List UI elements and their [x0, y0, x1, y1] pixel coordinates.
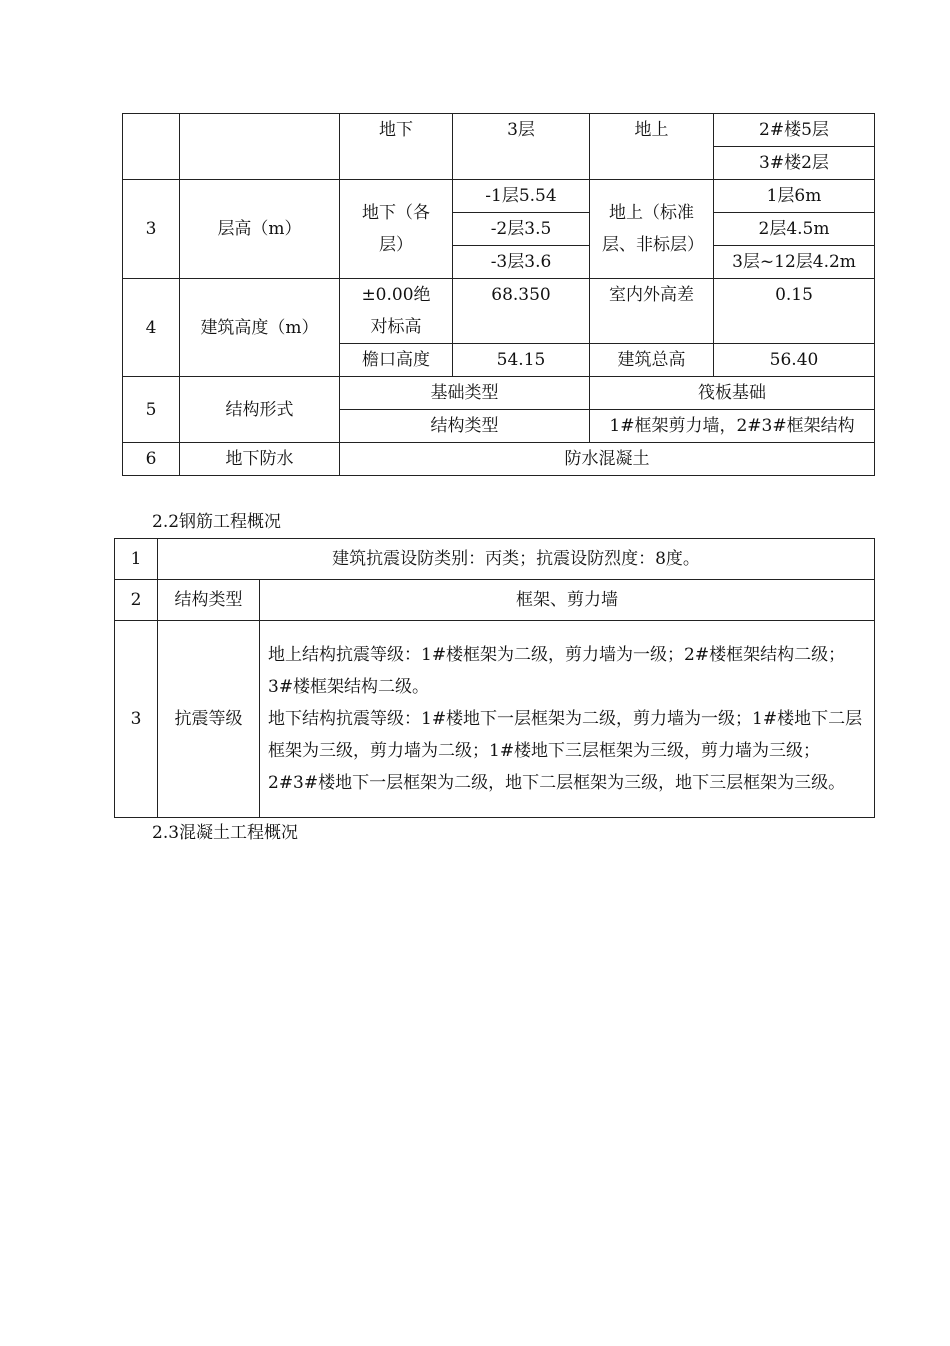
floor-height-under-label: 地下（各层） — [340, 180, 453, 279]
waterproof-value: 防水混凝土 — [340, 443, 875, 476]
seismic-grade-details — [260, 621, 875, 818]
height-difference-label: 室内外高差 — [590, 279, 714, 344]
floors-above-label: 地上 — [590, 114, 714, 180]
seismic-category-text: 建筑抗震设防类别：丙类；抗震设防烈度：8度。 — [158, 539, 875, 580]
structure-type-label: 结构类型 — [340, 410, 590, 443]
row-number: 6 — [123, 443, 180, 476]
floor-height-above-value-2: 2层4.5m — [714, 213, 875, 246]
structure-type-label: 结构类型 — [158, 580, 260, 621]
above-ground-seismic-grade: 地上结构抗震等级：1#楼框架为二级，剪力墙为一级；2#楼框架结构二级；3#楼框架结构二级。 — [268, 645, 846, 697]
project-overview-table — [122, 113, 875, 476]
row-number: 2 — [115, 580, 158, 621]
floor-height-under-value-1: -1层5.54 — [453, 180, 590, 213]
seismic-grade-label: 抗震等级 — [158, 621, 260, 818]
floors-under-label: 地下 — [340, 114, 453, 180]
eaves-height-value: 54.15 — [453, 344, 590, 377]
section-heading-rebar: 2.2钢筋工程概况 — [152, 512, 282, 532]
floor-height-under-value-3: -3层3.6 — [453, 246, 590, 279]
structure-type-value: 框架、剪力墙 — [260, 580, 875, 621]
row-number: 3 — [115, 621, 158, 818]
foundation-type-label: 基础类型 — [340, 377, 590, 410]
structure-form-label: 结构形式 — [180, 377, 340, 443]
row-number: 5 — [123, 377, 180, 443]
total-height-label: 建筑总高 — [590, 344, 714, 377]
cell-empty — [123, 114, 180, 180]
floor-height-above-value-3: 3层~12层4.2m — [714, 246, 875, 279]
foundation-type-value: 筏板基础 — [590, 377, 875, 410]
row-number: 4 — [123, 279, 180, 377]
floors-under-value: 3层 — [453, 114, 590, 180]
rebar-overview-table — [114, 538, 875, 818]
cell-empty — [180, 114, 340, 180]
floors-above-value-2: 3#楼2层 — [714, 147, 875, 180]
row-number: 1 — [115, 539, 158, 580]
waterproof-label: 地下防水 — [180, 443, 340, 476]
floor-height-above-label: 地上（标准层、非标层） — [590, 180, 714, 279]
structure-type-value: 1#框架剪力墙，2#3#框架结构 — [590, 410, 875, 443]
section-heading-concrete: 2.3混凝土工程概况 — [152, 823, 299, 843]
underground-seismic-grade: 地下结构抗震等级：1#楼地下一层框架为二级，剪力墙为一级；1#楼地下二层框架为三级，剪力墙为二级；1#楼地下三层框架为三级，剪力墙为三级；2#3#楼地下一层框架为二级，地下二层框架为三级，地下三层框架为三级。 — [268, 709, 863, 793]
floors-above-value-1: 2#楼5层 — [714, 114, 875, 147]
absolute-elevation-label: ±0.00绝对标高 — [340, 279, 453, 344]
building-height-label: 建筑高度（m） — [180, 279, 340, 377]
floor-height-label: 层高（m） — [180, 180, 340, 279]
height-difference-value: 0.15 — [714, 279, 875, 344]
eaves-height-label: 檐口高度 — [340, 344, 453, 377]
floor-height-above-value-1: 1层6m — [714, 180, 875, 213]
absolute-elevation-value: 68.350 — [453, 279, 590, 344]
floor-height-under-value-2: -2层3.5 — [453, 213, 590, 246]
total-height-value: 56.40 — [714, 344, 875, 377]
row-number: 3 — [123, 180, 180, 279]
